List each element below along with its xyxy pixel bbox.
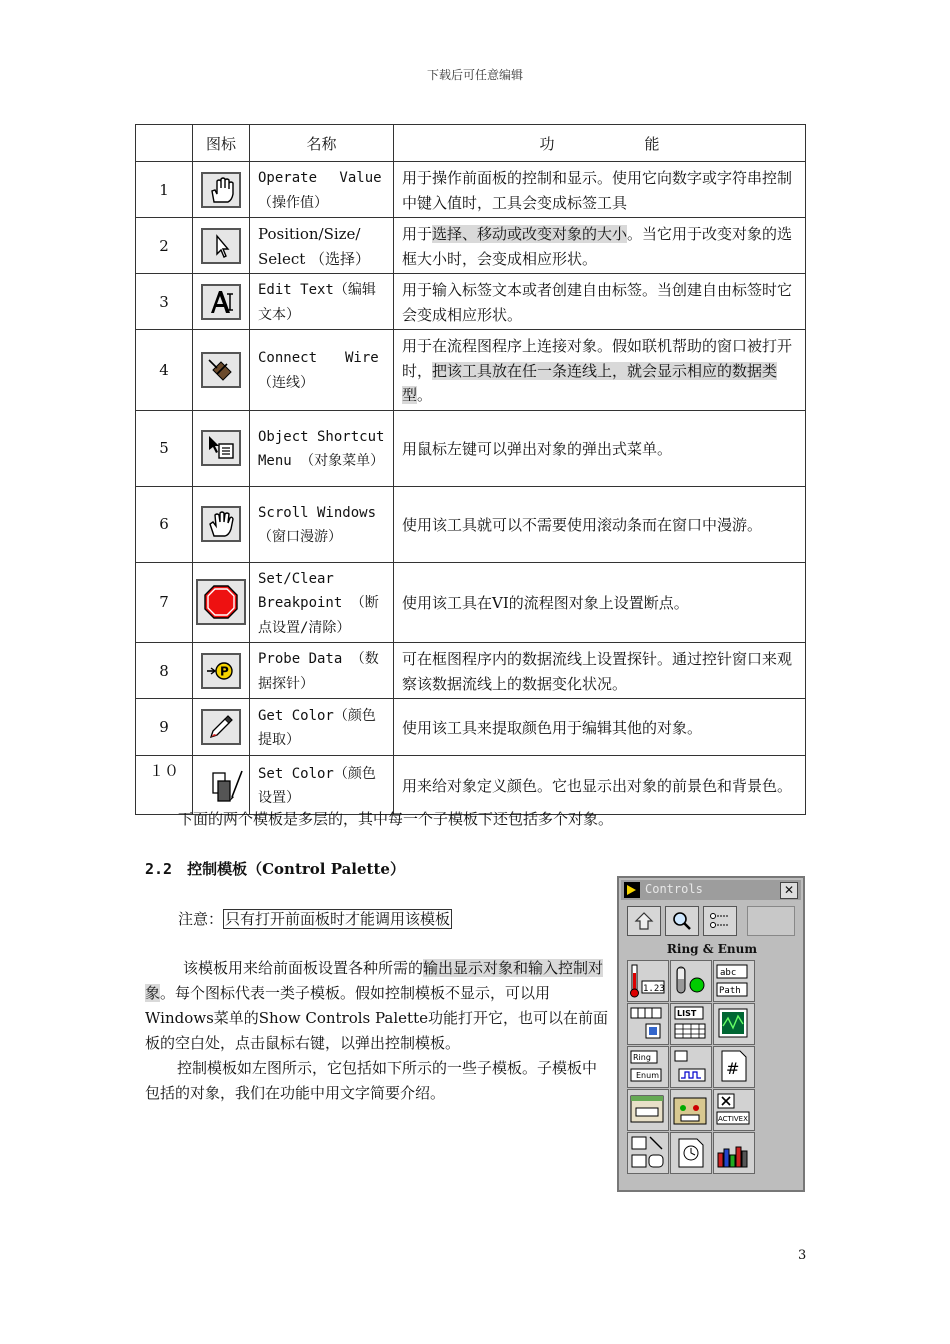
palette-title: Controls [645,882,703,896]
wire-spool-icon [201,352,241,388]
dialog-window-icon [628,1090,668,1130]
intro-paragraph: 下面的两个模板是多层的，其中每一个子模板下还包括多个对象。 [178,810,614,828]
table-row [136,643,806,699]
tool-function: 使用该工具来提取颜色用于编辑其他的对象。 [394,699,806,756]
io-waveform-icon [671,1047,711,1087]
row-number: 6 [136,486,193,562]
col-header-num [136,125,193,162]
options-button[interactable] [703,906,737,936]
enum-label: Enum [636,1071,659,1080]
row-number: 1 [136,162,193,218]
search-button[interactable] [665,906,699,936]
close-button[interactable]: ✕ [780,882,798,899]
ring-enum-icon [628,1047,668,1087]
arrow-cursor-icon [201,228,241,264]
controls-palette-window [617,876,805,1192]
tool-function: 用于在流程图程序上连接对象。假如联机帮助的窗口被打开时，把该工具放在任一条连线上，就会显示相应的数据类型。 [394,330,806,411]
tool-name: Set/Clear Breakpoint （断点设置/清除） [250,562,394,643]
section-heading: 2.2 控制模板（Control Palette） [145,860,405,878]
tool-name: Set Color（颜色设置） [250,756,394,815]
row-number: 3 [136,274,193,330]
svg-text:P: P [220,664,229,678]
row-number: 2 [136,218,193,274]
refnum-palette-cell[interactable] [713,1046,755,1088]
eyedropper-icon [201,709,241,745]
breakpoint-stop-icon [196,579,246,625]
table-row [136,756,806,815]
toggle-led-icon [671,961,711,1001]
page-number: 3 [798,1248,807,1263]
note-text: 只有打开前面板时才能调用该模板 [225,910,451,928]
col-header-icon: 图标 [193,125,250,162]
classic-palette-cell[interactable] [670,1089,712,1131]
decorations-palette-cell[interactable] [627,1132,669,1174]
activex-palette-cell[interactable] [713,1089,755,1131]
io-palette-cell[interactable] [670,1046,712,1088]
user-controls-palette-cell[interactable] [713,1132,755,1174]
table-header-row [136,125,806,162]
row-number: 8 [136,643,193,699]
tool-function: 用于选择、移动或改变对象的大小。当它用于改变对象的选框大小时，会变成相应形状。 [394,218,806,274]
tool-function: 使用该工具就可以不需要使用滚动条而在窗口中漫游。 [394,486,806,562]
string-path-icon [714,961,754,1001]
col-header-function: 功 能 [394,125,806,162]
shortcut-menu-icon [201,430,241,466]
scroll-hand-icon [201,506,241,542]
table-row [136,486,806,562]
probe-icon [201,653,241,689]
graph-palette-cell[interactable] [713,1003,755,1045]
row-number: 4 [136,330,193,411]
table-row [136,410,806,486]
boolean-palette-cell[interactable] [670,960,712,1002]
classic-folder-icon [671,1090,711,1130]
string-path-palette-cell[interactable] [713,960,755,1002]
list-table-palette-cell[interactable] [670,1003,712,1045]
up-arrow-icon [628,907,660,935]
numeric-palette-cell[interactable] [627,960,669,1002]
tool-name: Position/Size/ Select （选择） [250,218,394,274]
table-row [136,274,806,330]
list-table-icon [671,1004,711,1044]
col-header-name: 名称 [250,125,394,162]
table-row [136,562,806,643]
tool-name: Scroll Windows（窗口漫游） [250,486,394,562]
note-line: 注意： 只有打开前面板时才能调用该模板 [178,910,451,928]
tool-function: 用于操作前面板的控制和显示。使用它向数字或字符串控制中键入值时，工具会变成标签工具 [394,162,806,218]
activex-icon [714,1090,754,1130]
tool-name: Object Shortcut Menu （对象菜单） [250,410,394,486]
select-file-icon [671,1133,711,1173]
activex-label: ACTIVEX [718,1115,748,1123]
thermometer-icon [628,961,668,1001]
table-row [136,162,806,218]
palette-description-paragraph: 该模板用来给前面板设置各种所需的输出显示对象和输入控制对象。每个图标代表一类子模板。假如控制模板不显示，可以用Windows菜单的Show Controls Palette功能打开它，也可以在前面板的空白处，点击鼠标右键，以弹出控制模板。 [145,959,608,1052]
dialog-palette-cell[interactable] [627,1089,669,1131]
labview-logo-icon [624,882,640,898]
path-label: Path [719,986,741,996]
table-row [136,330,806,411]
tool-function: 用来给对象定义颜色。它也显示出对象的前景色和背景色。 [394,756,806,815]
refnum-icon [714,1047,754,1087]
array-cluster-palette-cell[interactable] [627,1003,669,1045]
ring-enum-palette-cell[interactable] [627,1046,669,1088]
graph-icon [714,1004,754,1044]
table-row [136,699,806,756]
row-number: 5 [136,410,193,486]
up-arrow-button[interactable] [627,906,661,936]
select-control-palette-cell[interactable] [670,1132,712,1174]
palette-toolbar-spacer [747,906,795,936]
tool-name: Probe Data （数据探针） [250,643,394,699]
palette-subtitle: Ring & Enum [666,942,758,956]
search-icon [666,907,698,935]
text-cursor-icon [201,284,241,320]
row-number: １０ [136,756,193,815]
string-label: abc [720,968,737,978]
row-number: 7 [136,562,193,643]
tool-function: 使用该工具在VI的流程图对象上设置断点。 [394,562,806,643]
tools-table [135,124,806,815]
options-icon [704,907,736,935]
tool-function: 用鼠标左键可以弹出对象的弹出式菜单。 [394,410,806,486]
list-label: LIST [677,1009,697,1018]
tool-function: 可在框图程序内的数据流线上设置探针。通过控针窗口来观察该数据流线上的数据变化状况。 [394,643,806,699]
books-icon [714,1133,754,1173]
array-icon [628,1004,668,1044]
palette-titlebar[interactable] [621,880,801,900]
page-header: 下载后可任意编辑 [426,68,523,82]
palette-summary-paragraph: 控制模板如左图所示，它包括如下所示的一些子模板。子模板中包括的对象，我们在功能中用文字简要介绍。 [145,1059,598,1102]
refnum-label: # [726,1059,740,1078]
paint-brush-icon [210,765,246,805]
ring-label: Ring [633,1053,651,1062]
row-number: 9 [136,699,193,756]
decorations-icon [628,1133,668,1173]
tool-function: 用于输入标签文本或者创建自由标签。当创建自由标签时它会变成相应形状。 [394,274,806,330]
tool-name: Connect Wire（连线） [250,330,394,411]
tool-name: Edit Text（编辑文本） [250,274,394,330]
tool-name: Get Color（颜色提取） [250,699,394,756]
tool-name: Operate Value（操作值） [250,162,394,218]
hand-pointer-icon [201,172,241,208]
numeric-value: 1.23 [643,984,665,994]
table-row [136,218,806,274]
